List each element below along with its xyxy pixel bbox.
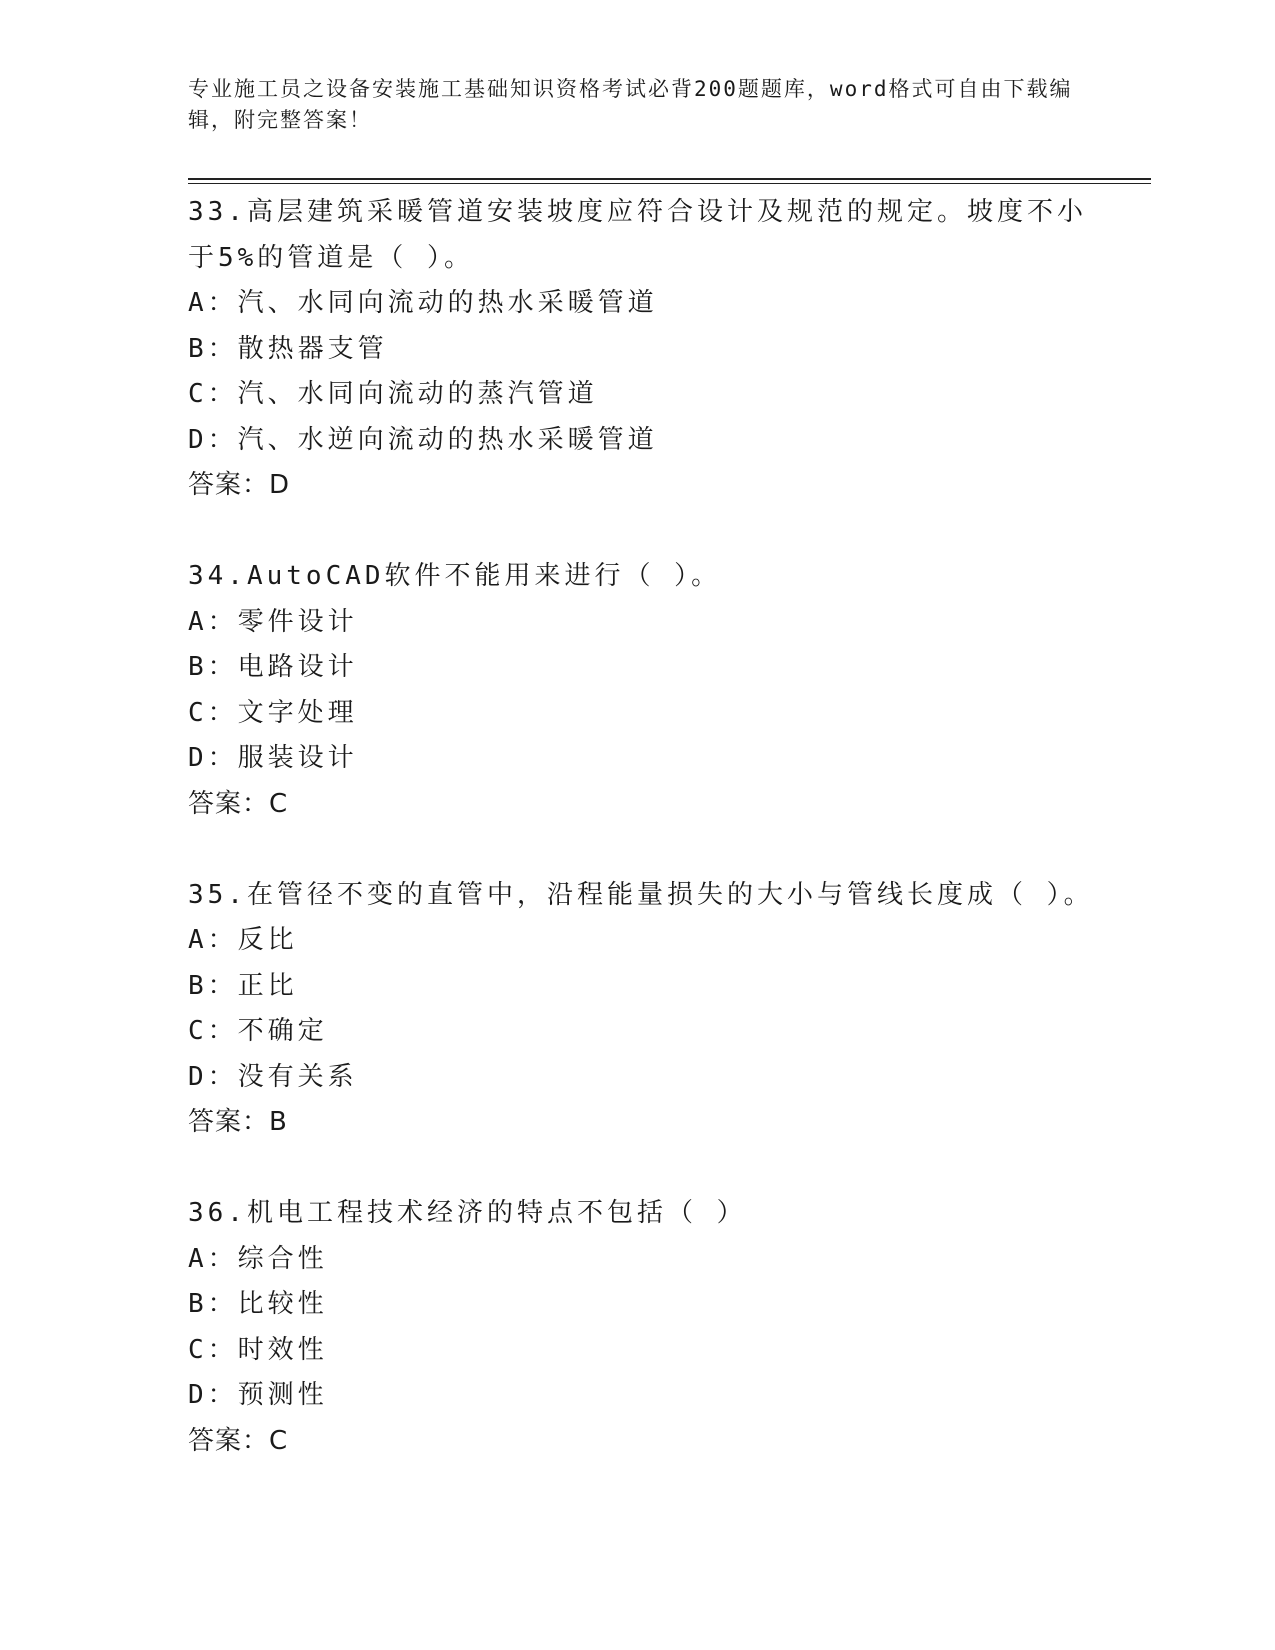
option-c: C：不确定 — [188, 1016, 328, 1046]
question-stem: 36.机电工程技术经济的特点不包括（ ） — [188, 1198, 747, 1228]
question-stem: 35.在管径不变的直管中，沿程能量损失的大小与管线长度成（ ）。 — [188, 879, 1094, 910]
question-stem: 33.高层建筑采暖管道安装坡度应符合设计及规范的规定。坡度不小于5%的管道是（ ）。 — [188, 197, 1087, 273]
option-d: D：汽、水逆向流动的热水采暖管道 — [188, 424, 658, 455]
answer-line: 答案：D — [188, 470, 291, 500]
option-d: D：服装设计 — [188, 743, 358, 773]
option-a: A：反比 — [188, 925, 298, 955]
question-spacer — [188, 827, 1088, 873]
question-36 — [188, 1191, 1088, 1464]
header-rule-thin — [188, 183, 1151, 184]
option-d: D：没有关系 — [188, 1061, 358, 1092]
question-spacer — [188, 509, 1088, 555]
answer-line: 答案：C — [188, 1425, 289, 1456]
option-a: A：汽、水同向流动的热水采暖管道 — [188, 288, 658, 318]
question-spacer — [188, 1146, 1088, 1192]
answer-line: 答案：B — [188, 1107, 288, 1137]
document-header: 专业施工员之设备安装施工基础知识资格考试必背200题题库，word格式可自由下载编辑，附完整答案！ — [188, 77, 1073, 132]
option-c: C：时效性 — [188, 1334, 328, 1365]
option-c: C：文字处理 — [188, 697, 358, 728]
question-stem: 34.AutoCAD软件不能用来进行（ ）。 — [188, 561, 722, 591]
option-b: B：比较性 — [188, 1289, 328, 1319]
option-b: B：电路设计 — [188, 652, 358, 682]
question-list — [188, 190, 1094, 1464]
question-33 — [188, 190, 1088, 509]
option-b: B：正比 — [188, 970, 298, 1001]
question-34 — [188, 554, 1088, 827]
option-a: A：综合性 — [188, 1243, 328, 1274]
option-b: B：散热器支管 — [188, 333, 388, 364]
question-35 — [188, 873, 1094, 1146]
answer-line: 答案：C — [188, 788, 289, 819]
header-rule-thick — [188, 178, 1151, 180]
option-a: A：零件设计 — [188, 606, 358, 637]
option-d: D：预测性 — [188, 1380, 328, 1410]
option-c: C：汽、水同向流动的蒸汽管道 — [188, 379, 598, 409]
